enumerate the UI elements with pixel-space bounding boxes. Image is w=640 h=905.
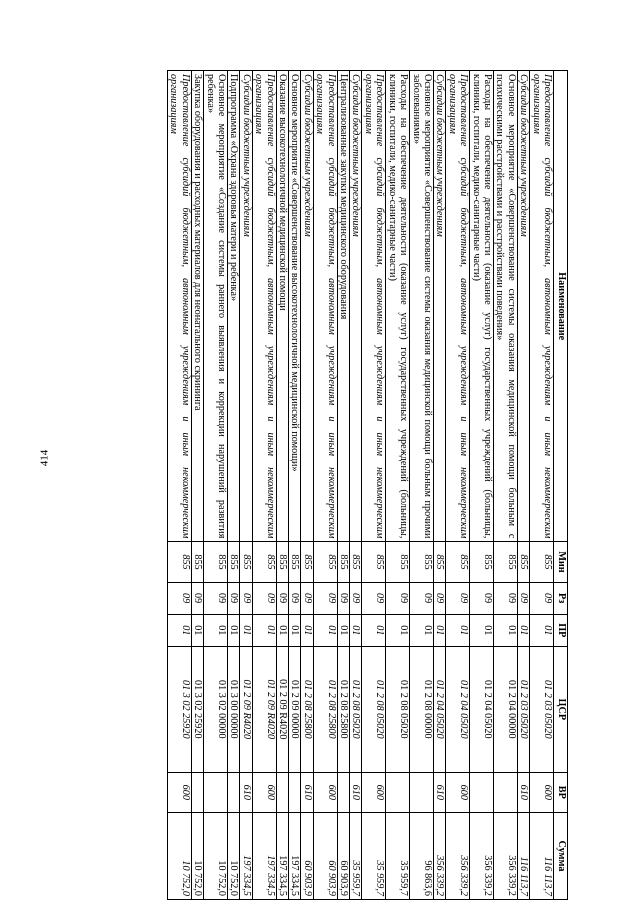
- cell-rz: 09: [204, 582, 228, 614]
- cell-pr: 01: [362, 614, 386, 646]
- rotated-table-container: [70, 70, 568, 900]
- header-pr: ПР: [554, 614, 568, 646]
- cell-rz: 09: [301, 582, 313, 614]
- cell-sum: 197 334,5: [276, 812, 288, 899]
- cell-vr: 610: [433, 772, 445, 812]
- cell-name: Расходы на обеспечение деятельности (оказание услуг) государственных учреждений (больницы, клиники, госпитали, медико-санитарные части): [386, 71, 410, 542]
- cell-min: 855: [240, 542, 252, 582]
- cell-rz: 09: [433, 582, 445, 614]
- table-row: [168, 71, 192, 900]
- cell-min: 855: [530, 542, 554, 582]
- cell-vr: 610: [350, 772, 362, 812]
- cell-vr: 610: [301, 772, 313, 812]
- table-row: [228, 71, 240, 900]
- cell-csr: 01 3 00 00000: [228, 646, 240, 772]
- cell-rz: 09: [168, 582, 192, 614]
- cell-sum: 116 113,7: [530, 812, 554, 899]
- cell-pr: 01: [289, 614, 301, 646]
- cell-min: 855: [168, 542, 192, 582]
- cell-pr: 01: [240, 614, 252, 646]
- cell-pr: 01: [301, 614, 313, 646]
- table-row: [191, 71, 203, 900]
- cell-pr: 01: [276, 614, 288, 646]
- header-vr: ВР: [554, 772, 568, 812]
- table-row: [337, 71, 349, 900]
- cell-sum: 10 752,0: [191, 812, 203, 899]
- cell-min: 855: [470, 542, 494, 582]
- table-row: [493, 71, 517, 900]
- cell-rz: 09: [530, 582, 554, 614]
- cell-name: Закупка оборудования и расходных материалов для неонатального скрининга: [191, 71, 203, 542]
- cell-csr: 01 2 08 25800: [301, 646, 313, 772]
- cell-min: 855: [493, 542, 517, 582]
- cell-min: 855: [252, 542, 276, 582]
- table-row: [204, 71, 228, 900]
- cell-rz: 09: [386, 582, 410, 614]
- cell-sum: 35 959,7: [386, 812, 410, 899]
- cell-csr: 01 2 09 00000: [289, 646, 301, 772]
- header-name: Наименование: [554, 71, 568, 542]
- cell-vr: [191, 772, 203, 812]
- cell-min: 855: [433, 542, 445, 582]
- cell-csr: 01 2 08 25800: [313, 646, 337, 772]
- cell-pr: 01: [337, 614, 349, 646]
- cell-min: 855: [313, 542, 337, 582]
- cell-vr: 600: [446, 772, 470, 812]
- cell-csr: 01 2 04 00000: [493, 646, 517, 772]
- cell-vr: [470, 772, 494, 812]
- header-sum: Сумма: [554, 812, 568, 899]
- cell-csr: 01 3 02 25920: [191, 646, 203, 772]
- cell-name: Основное мероприятие «Совершенствование системы оказания медицинской помощи больным с психическими расстройствами и расстройствами поведения»: [493, 71, 517, 542]
- cell-min: 855: [446, 542, 470, 582]
- cell-min: 855: [386, 542, 410, 582]
- cell-name: Субсидии бюджетным учреждениям: [240, 71, 252, 542]
- cell-csr: 01 2 09 R4020: [252, 646, 276, 772]
- cell-sum: 10 752,0: [228, 812, 240, 899]
- cell-min: 855: [362, 542, 386, 582]
- cell-name: Подпрограмма «Охрана здоровья матери и ребенка»: [228, 71, 240, 542]
- cell-rz: 09: [276, 582, 288, 614]
- cell-vr: 610: [240, 772, 252, 812]
- cell-rz: 09: [289, 582, 301, 614]
- cell-min: 855: [301, 542, 313, 582]
- cell-sum: 356 339,2: [470, 812, 494, 899]
- cell-name: Субсидии бюджетным учреждениям: [433, 71, 445, 542]
- cell-rz: 09: [337, 582, 349, 614]
- cell-min: 855: [289, 542, 301, 582]
- table-row: [530, 71, 554, 900]
- cell-pr: 01: [350, 614, 362, 646]
- cell-csr: 01 2 04 05020: [470, 646, 494, 772]
- cell-csr: 01 2 03 05020: [530, 646, 554, 772]
- cell-sum: 35 959,7: [362, 812, 386, 899]
- cell-sum: 356 339,2: [433, 812, 445, 899]
- cell-pr: 01: [204, 614, 228, 646]
- cell-pr: 01: [530, 614, 554, 646]
- cell-rz: 09: [362, 582, 386, 614]
- cell-sum: 60 903,9: [337, 812, 349, 899]
- table-row: [350, 71, 362, 900]
- cell-sum: 197 334,5: [240, 812, 252, 899]
- cell-vr: [276, 772, 288, 812]
- cell-rz: 09: [517, 582, 529, 614]
- cell-csr: 01 2 08 25800: [337, 646, 349, 772]
- cell-pr: 01: [493, 614, 517, 646]
- cell-pr: 01: [313, 614, 337, 646]
- cell-sum: 35 959,7: [350, 812, 362, 899]
- cell-sum: 197 334,5: [252, 812, 276, 899]
- cell-vr: 600: [530, 772, 554, 812]
- cell-pr: 01: [410, 614, 434, 646]
- cell-vr: 610: [517, 772, 529, 812]
- cell-sum: 116 113,7: [517, 812, 529, 899]
- cell-min: 855: [410, 542, 434, 582]
- cell-sum: 10 752,0: [168, 812, 192, 899]
- cell-rz: 09: [228, 582, 240, 614]
- table-row: [289, 71, 301, 900]
- cell-name: Основное мероприятие «Создание системы раннего выявления и коррекции нарушений развития ребенка»: [204, 71, 228, 542]
- table-row: [410, 71, 434, 900]
- cell-sum: 60 903,9: [313, 812, 337, 899]
- cell-vr: 600: [252, 772, 276, 812]
- page-number: 414: [38, 449, 51, 467]
- cell-name: Предоставление субсидий бюджетным, автономным учреждениям и иным некоммерческим организациям: [530, 71, 554, 542]
- cell-name: Основное мероприятие «Совершенствование высокотехнологичной медицинской помощи»: [289, 71, 301, 542]
- table-row: [362, 71, 386, 900]
- cell-vr: [410, 772, 434, 812]
- cell-rz: 09: [410, 582, 434, 614]
- cell-rz: 09: [446, 582, 470, 614]
- cell-csr: 01 3 02 00000: [204, 646, 228, 772]
- table-row: [517, 71, 529, 900]
- cell-vr: [289, 772, 301, 812]
- cell-pr: 01: [168, 614, 192, 646]
- cell-rz: 09: [191, 582, 203, 614]
- cell-min: 855: [337, 542, 349, 582]
- cell-csr: 01 2 08 05020: [362, 646, 386, 772]
- cell-rz: 09: [470, 582, 494, 614]
- cell-csr: 01 2 04 05020: [446, 646, 470, 772]
- cell-min: 855: [517, 542, 529, 582]
- cell-sum: 356 339,2: [446, 812, 470, 899]
- cell-name: Предоставление субсидий бюджетным, автономным учреждениям и иным некоммерческим организациям: [313, 71, 337, 542]
- cell-pr: 01: [470, 614, 494, 646]
- cell-pr: 01: [446, 614, 470, 646]
- cell-pr: 01: [228, 614, 240, 646]
- cell-csr: 01 2 03 05020: [517, 646, 529, 772]
- table-header-row: [554, 71, 568, 900]
- cell-name: Субсидии бюджетным учреждениям: [301, 71, 313, 542]
- cell-vr: 600: [362, 772, 386, 812]
- cell-name: Централизованные закупки медицинского оборудования: [337, 71, 349, 542]
- table-row: [276, 71, 288, 900]
- cell-csr: 01 2 09 R4020: [240, 646, 252, 772]
- cell-vr: [386, 772, 410, 812]
- cell-rz: 09: [240, 582, 252, 614]
- cell-vr: 600: [168, 772, 192, 812]
- table-row: [313, 71, 337, 900]
- cell-vr: [228, 772, 240, 812]
- cell-pr: 01: [386, 614, 410, 646]
- cell-pr: 01: [191, 614, 203, 646]
- cell-rz: 09: [350, 582, 362, 614]
- cell-name: Субсидии бюджетным учреждениям: [350, 71, 362, 542]
- cell-name: Субсидии бюджетным учреждениям: [517, 71, 529, 542]
- cell-vr: 600: [313, 772, 337, 812]
- cell-pr: 01: [517, 614, 529, 646]
- cell-min: 855: [204, 542, 228, 582]
- cell-csr: 01 3 02 25920: [168, 646, 192, 772]
- cell-vr: [493, 772, 517, 812]
- cell-csr: 01 2 08 00000: [410, 646, 434, 772]
- cell-min: 855: [228, 542, 240, 582]
- cell-sum: 10 752,0: [204, 812, 228, 899]
- cell-csr: 01 2 08 05020: [350, 646, 362, 772]
- cell-csr: 01 2 09 R4020: [276, 646, 288, 772]
- budget-table: [167, 70, 568, 900]
- table-row: [446, 71, 470, 900]
- cell-rz: 09: [493, 582, 517, 614]
- table-row: [252, 71, 276, 900]
- cell-csr: 01 2 08 05020: [386, 646, 410, 772]
- cell-name: Предоставление субсидий бюджетным, автономным учреждениям и иным некоммерческим организациям: [446, 71, 470, 542]
- cell-rz: 09: [252, 582, 276, 614]
- cell-sum: 96 863,6: [410, 812, 434, 899]
- table-row: [301, 71, 313, 900]
- cell-min: 855: [276, 542, 288, 582]
- cell-sum: 197 334,5: [289, 812, 301, 899]
- cell-vr: [204, 772, 228, 812]
- header-rz: Рз: [554, 582, 568, 614]
- cell-name: Оказание высокотехнологичной медицинской помощи: [276, 71, 288, 542]
- table-row: [386, 71, 410, 900]
- cell-sum: 356 339,2: [493, 812, 517, 899]
- header-csr: ЦСР: [554, 646, 568, 772]
- table-body: [168, 71, 554, 900]
- table-row: [470, 71, 494, 900]
- cell-name: Предоставление субсидий бюджетным, автономным учреждениям и иным некоммерческим организациям: [168, 71, 192, 542]
- cell-pr: 01: [252, 614, 276, 646]
- cell-vr: [337, 772, 349, 812]
- cell-min: 855: [191, 542, 203, 582]
- cell-rz: 09: [313, 582, 337, 614]
- table-row: [240, 71, 252, 900]
- header-min: Мин: [554, 542, 568, 582]
- cell-min: 855: [350, 542, 362, 582]
- cell-name: Предоставление субсидий бюджетным, автономным учреждениям и иным некоммерческим организациям: [252, 71, 276, 542]
- cell-name: Расходы на обеспечение деятельности (оказание услуг) государственных учреждений (больницы, клиники, госпитали, медико-санитарные части): [470, 71, 494, 542]
- cell-pr: 01: [433, 614, 445, 646]
- cell-name: Основное мероприятие «Совершенствование системы оказания медицинской помощи больным прочими заболеваниями»: [410, 71, 434, 542]
- table-row: [433, 71, 445, 900]
- cell-csr: 01 2 04 05020: [433, 646, 445, 772]
- cell-name: Предоставление субсидий бюджетным, автономным учреждениям и иным некоммерческим организациям: [362, 71, 386, 542]
- cell-sum: 60 903,9: [301, 812, 313, 899]
